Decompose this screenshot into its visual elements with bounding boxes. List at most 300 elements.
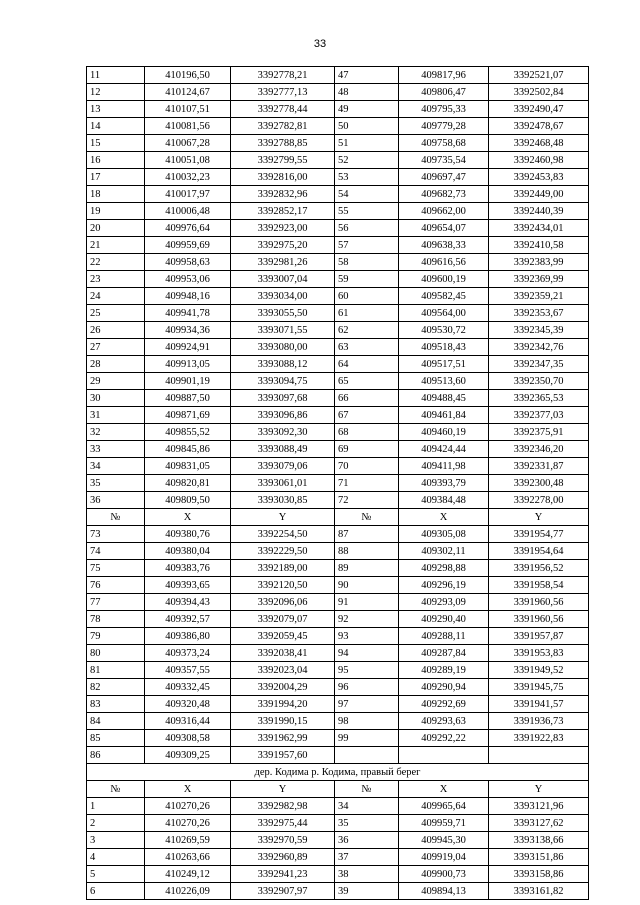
table-cell: 3392331,87 bbox=[489, 458, 589, 475]
table-cell: 3391922,83 bbox=[489, 730, 589, 747]
table-cell: 409564,00 bbox=[399, 305, 489, 322]
table-cell: 3392038,41 bbox=[231, 645, 335, 662]
table-row bbox=[87, 747, 589, 764]
table-cell: 409316,44 bbox=[145, 713, 231, 730]
table-cell: 409461,84 bbox=[399, 407, 489, 424]
table-cell: 409530,72 bbox=[399, 322, 489, 339]
table-cell: 409289,19 bbox=[399, 662, 489, 679]
table-cell: 3392852,17 bbox=[231, 203, 335, 220]
coordinates-table-kodima bbox=[86, 780, 589, 900]
column-header: X bbox=[399, 509, 489, 526]
table-cell: 3392377,03 bbox=[489, 407, 589, 424]
table-cell: 3392369,99 bbox=[489, 271, 589, 288]
table-cell: 410270,26 bbox=[145, 798, 231, 815]
table-cell: 70 bbox=[335, 458, 399, 475]
table-cell: 61 bbox=[335, 305, 399, 322]
table-cell: 409517,51 bbox=[399, 356, 489, 373]
table-cell: 3391994,20 bbox=[231, 696, 335, 713]
table-cell: 3392788,85 bbox=[231, 135, 335, 152]
table-cell: 2 bbox=[87, 815, 145, 832]
table-cell: 409934,36 bbox=[145, 322, 231, 339]
table-row bbox=[87, 237, 589, 254]
table-header-row bbox=[87, 509, 589, 526]
table-row bbox=[87, 696, 589, 713]
table-cell: 34 bbox=[335, 798, 399, 815]
table-cell: 3393071,55 bbox=[231, 322, 335, 339]
table-cell: 3391957,87 bbox=[489, 628, 589, 645]
table-cell: 3392502,84 bbox=[489, 84, 589, 101]
table-cell: 410067,28 bbox=[145, 135, 231, 152]
table-cell: 3393092,30 bbox=[231, 424, 335, 441]
table-cell: 409424,44 bbox=[399, 441, 489, 458]
table-cell: 90 bbox=[335, 577, 399, 594]
table-cell: 21 bbox=[87, 237, 145, 254]
table-cell: 409305,08 bbox=[399, 526, 489, 543]
column-header: № bbox=[335, 781, 399, 798]
table-row bbox=[87, 441, 589, 458]
table-cell bbox=[399, 747, 489, 764]
table-cell: 3393079,06 bbox=[231, 458, 335, 475]
table-cell: 409958,63 bbox=[145, 254, 231, 271]
table-cell bbox=[335, 747, 399, 764]
table-cell: 3393127,62 bbox=[489, 815, 589, 832]
table-cell: 409948,16 bbox=[145, 288, 231, 305]
table-cell: 410124,67 bbox=[145, 84, 231, 101]
column-header: № bbox=[87, 781, 145, 798]
table-cell: 409913,05 bbox=[145, 356, 231, 373]
table-cell: 409924,91 bbox=[145, 339, 231, 356]
table-cell: 3392229,50 bbox=[231, 543, 335, 560]
table-row bbox=[87, 611, 589, 628]
table-cell: 84 bbox=[87, 713, 145, 730]
table-row bbox=[87, 883, 589, 900]
table-cell: 99 bbox=[335, 730, 399, 747]
table-cell: 409290,40 bbox=[399, 611, 489, 628]
table-cell: 409384,48 bbox=[399, 492, 489, 509]
table-cell: 409758,68 bbox=[399, 135, 489, 152]
table-cell: 410006,48 bbox=[145, 203, 231, 220]
table-cell: 18 bbox=[87, 186, 145, 203]
table-cell: 16 bbox=[87, 152, 145, 169]
table-cell: 56 bbox=[335, 220, 399, 237]
table-cell: 54 bbox=[335, 186, 399, 203]
section-title-row bbox=[87, 764, 589, 781]
table-cell: 83 bbox=[87, 696, 145, 713]
table-cell: 410032,23 bbox=[145, 169, 231, 186]
table-cell: 409393,65 bbox=[145, 577, 231, 594]
table-cell: 55 bbox=[335, 203, 399, 220]
table-cell: 409293,09 bbox=[399, 594, 489, 611]
table-cell: 28 bbox=[87, 356, 145, 373]
table-cell: 409386,80 bbox=[145, 628, 231, 645]
table-cell: 32 bbox=[87, 424, 145, 441]
table-row bbox=[87, 594, 589, 611]
table-cell: 34 bbox=[87, 458, 145, 475]
table-cell: 13 bbox=[87, 101, 145, 118]
table-cell: 23 bbox=[87, 271, 145, 288]
table-cell: 409654,07 bbox=[399, 220, 489, 237]
table-cell: 3391945,75 bbox=[489, 679, 589, 696]
table-cell: 3392059,45 bbox=[231, 628, 335, 645]
table-cell: 410226,09 bbox=[145, 883, 231, 900]
table-cell: 3392346,20 bbox=[489, 441, 589, 458]
table-cell: 81 bbox=[87, 662, 145, 679]
table-cell: 409288,11 bbox=[399, 628, 489, 645]
table-row bbox=[87, 662, 589, 679]
table-row bbox=[87, 254, 589, 271]
table-cell: 409887,50 bbox=[145, 390, 231, 407]
coordinates-table bbox=[86, 66, 589, 781]
table-cell: 409380,04 bbox=[145, 543, 231, 560]
table-cell: 409817,96 bbox=[399, 67, 489, 84]
table-cell: 3393088,49 bbox=[231, 441, 335, 458]
table-cell: 409855,52 bbox=[145, 424, 231, 441]
table-cell: 65 bbox=[335, 373, 399, 390]
table-cell: 409392,57 bbox=[145, 611, 231, 628]
table-cell: 3392359,21 bbox=[489, 288, 589, 305]
table-cell: 409357,55 bbox=[145, 662, 231, 679]
table-cell: 3391941,57 bbox=[489, 696, 589, 713]
table-cell: 73 bbox=[87, 526, 145, 543]
table-row bbox=[87, 152, 589, 169]
table-cell: 3392778,21 bbox=[231, 67, 335, 84]
table-cell: 409638,33 bbox=[399, 237, 489, 254]
table-cell: 3392490,47 bbox=[489, 101, 589, 118]
table-cell: 29 bbox=[87, 373, 145, 390]
table-cell: 409735,54 bbox=[399, 152, 489, 169]
column-header: Y bbox=[231, 509, 335, 526]
table-cell: 66 bbox=[335, 390, 399, 407]
table-cell: 409965,64 bbox=[399, 798, 489, 815]
table-cell: 67 bbox=[335, 407, 399, 424]
table-cell: 3393030,85 bbox=[231, 492, 335, 509]
column-header: Y bbox=[231, 781, 335, 798]
table-cell: 3392410,58 bbox=[489, 237, 589, 254]
table-cell: 3393096,86 bbox=[231, 407, 335, 424]
table-cell: 3393161,82 bbox=[489, 883, 589, 900]
column-header: X bbox=[399, 781, 489, 798]
table-cell: 3392468,48 bbox=[489, 135, 589, 152]
table-row bbox=[87, 118, 589, 135]
table-cell: 3392982,98 bbox=[231, 798, 335, 815]
table-cell: 409600,19 bbox=[399, 271, 489, 288]
table-cell: 19 bbox=[87, 203, 145, 220]
table-cell: 97 bbox=[335, 696, 399, 713]
table-cell: 3392799,55 bbox=[231, 152, 335, 169]
table-cell: 409697,47 bbox=[399, 169, 489, 186]
table-cell: 3393097,68 bbox=[231, 390, 335, 407]
table-cell: 409682,73 bbox=[399, 186, 489, 203]
table-cell: 3391990,15 bbox=[231, 713, 335, 730]
table-cell: 5 bbox=[87, 866, 145, 883]
table-cell: 409901,19 bbox=[145, 373, 231, 390]
table-cell: 68 bbox=[335, 424, 399, 441]
table-cell: 72 bbox=[335, 492, 399, 509]
table-cell: 38 bbox=[335, 866, 399, 883]
table-cell: 3392453,83 bbox=[489, 169, 589, 186]
table-cell: 409806,47 bbox=[399, 84, 489, 101]
table-cell: 3391960,56 bbox=[489, 594, 589, 611]
table-row bbox=[87, 424, 589, 441]
column-header: Y bbox=[489, 781, 589, 798]
table-cell: 98 bbox=[335, 713, 399, 730]
table-cell: 27 bbox=[87, 339, 145, 356]
table-cell: 20 bbox=[87, 220, 145, 237]
table-cell: 409293,63 bbox=[399, 713, 489, 730]
table-cell: 3391953,83 bbox=[489, 645, 589, 662]
table-cell: 3392777,13 bbox=[231, 84, 335, 101]
table-cell: 78 bbox=[87, 611, 145, 628]
table-row bbox=[87, 356, 589, 373]
table-cell: 3392460,98 bbox=[489, 152, 589, 169]
table-cell: 3392375,91 bbox=[489, 424, 589, 441]
table-cell: 3392440,39 bbox=[489, 203, 589, 220]
section-title: дер. Кодима р. Кодима, правый берег bbox=[87, 764, 589, 781]
table-cell: 410196,50 bbox=[145, 67, 231, 84]
table-cell: 409582,45 bbox=[399, 288, 489, 305]
table-cell: 31 bbox=[87, 407, 145, 424]
table-cell: 74 bbox=[87, 543, 145, 560]
table-cell: 409795,33 bbox=[399, 101, 489, 118]
table-cell: 3392023,04 bbox=[231, 662, 335, 679]
table-cell: 62 bbox=[335, 322, 399, 339]
table-cell: 410249,12 bbox=[145, 866, 231, 883]
table-cell: 3392254,50 bbox=[231, 526, 335, 543]
table-header-row bbox=[87, 781, 589, 798]
table-cell: 53 bbox=[335, 169, 399, 186]
table-cell: 3392300,48 bbox=[489, 475, 589, 492]
table-cell: 409894,13 bbox=[399, 883, 489, 900]
table-cell: 3391958,54 bbox=[489, 577, 589, 594]
table-cell: 409518,43 bbox=[399, 339, 489, 356]
table-row bbox=[87, 798, 589, 815]
table-cell: 3391954,77 bbox=[489, 526, 589, 543]
table-cell: 37 bbox=[335, 849, 399, 866]
table-cell: 3392960,89 bbox=[231, 849, 335, 866]
table-cell: 409831,05 bbox=[145, 458, 231, 475]
table-cell: 57 bbox=[335, 237, 399, 254]
table-row bbox=[87, 203, 589, 220]
table-cell: 409945,30 bbox=[399, 832, 489, 849]
table-cell: 409871,69 bbox=[145, 407, 231, 424]
table-cell: 3391956,52 bbox=[489, 560, 589, 577]
table-cell: 82 bbox=[87, 679, 145, 696]
table-cell: 3391962,99 bbox=[231, 730, 335, 747]
table-cell: 3393055,50 bbox=[231, 305, 335, 322]
table-row bbox=[87, 186, 589, 203]
table-cell: 409287,84 bbox=[399, 645, 489, 662]
table-cell: 3392778,44 bbox=[231, 101, 335, 118]
table-cell: 409320,48 bbox=[145, 696, 231, 713]
table-cell: 409976,64 bbox=[145, 220, 231, 237]
table-cell: 3392278,00 bbox=[489, 492, 589, 509]
table-cell: 69 bbox=[335, 441, 399, 458]
table-cell: 3392975,44 bbox=[231, 815, 335, 832]
table-cell: 52 bbox=[335, 152, 399, 169]
table-cell: 39 bbox=[335, 883, 399, 900]
table-cell: 410269,59 bbox=[145, 832, 231, 849]
table-cell: 409460,19 bbox=[399, 424, 489, 441]
table-cell: 3392832,96 bbox=[231, 186, 335, 203]
column-header: X bbox=[145, 509, 231, 526]
table-cell: 3392079,07 bbox=[231, 611, 335, 628]
table-cell: 4 bbox=[87, 849, 145, 866]
column-header: № bbox=[335, 509, 399, 526]
table-cell: 35 bbox=[87, 475, 145, 492]
table-cell: 51 bbox=[335, 135, 399, 152]
table-cell: 6 bbox=[87, 883, 145, 900]
table-cell: 95 bbox=[335, 662, 399, 679]
table-cell: 17 bbox=[87, 169, 145, 186]
table-cell: 63 bbox=[335, 339, 399, 356]
table-row bbox=[87, 67, 589, 84]
table-row bbox=[87, 390, 589, 407]
table-cell: 409959,69 bbox=[145, 237, 231, 254]
table-cell: 91 bbox=[335, 594, 399, 611]
page-number: 33 bbox=[313, 38, 327, 50]
table-cell: 3392478,67 bbox=[489, 118, 589, 135]
table-cell: 35 bbox=[335, 815, 399, 832]
table-cell: 409411,98 bbox=[399, 458, 489, 475]
table-row bbox=[87, 713, 589, 730]
table-cell: 3393151,86 bbox=[489, 849, 589, 866]
table-row bbox=[87, 730, 589, 747]
table-cell: 3392941,23 bbox=[231, 866, 335, 883]
table-row bbox=[87, 492, 589, 509]
table-cell: 75 bbox=[87, 560, 145, 577]
table-cell: 3 bbox=[87, 832, 145, 849]
table-cell: 3393007,04 bbox=[231, 271, 335, 288]
column-header: № bbox=[87, 509, 145, 526]
table-row bbox=[87, 815, 589, 832]
table-cell: 49 bbox=[335, 101, 399, 118]
table-row bbox=[87, 832, 589, 849]
table-cell: 11 bbox=[87, 67, 145, 84]
table-cell: 76 bbox=[87, 577, 145, 594]
table-row bbox=[87, 322, 589, 339]
table-row bbox=[87, 407, 589, 424]
table-cell: 58 bbox=[335, 254, 399, 271]
table-cell: 3391957,60 bbox=[231, 747, 335, 764]
table-row bbox=[87, 543, 589, 560]
table-cell: 409820,81 bbox=[145, 475, 231, 492]
table-cell: 409309,25 bbox=[145, 747, 231, 764]
table-cell: 3392923,00 bbox=[231, 220, 335, 237]
table-cell: 3391954,64 bbox=[489, 543, 589, 560]
table-cell: 12 bbox=[87, 84, 145, 101]
table-cell: 409393,79 bbox=[399, 475, 489, 492]
table-cell: 3392383,99 bbox=[489, 254, 589, 271]
table-cell: 3392816,00 bbox=[231, 169, 335, 186]
table-cell: 3392975,20 bbox=[231, 237, 335, 254]
table-cell: 3393121,96 bbox=[489, 798, 589, 815]
table-row bbox=[87, 526, 589, 543]
table-row bbox=[87, 849, 589, 866]
table-cell: 3393138,66 bbox=[489, 832, 589, 849]
table-cell: 15 bbox=[87, 135, 145, 152]
table-cell: 409959,71 bbox=[399, 815, 489, 832]
table-cell: 30 bbox=[87, 390, 145, 407]
table-cell: 3392434,01 bbox=[489, 220, 589, 237]
table-cell: 24 bbox=[87, 288, 145, 305]
table-row bbox=[87, 220, 589, 237]
table-cell: 409302,11 bbox=[399, 543, 489, 560]
table-cell: 409513,60 bbox=[399, 373, 489, 390]
table-row bbox=[87, 271, 589, 288]
table-cell: 409308,58 bbox=[145, 730, 231, 747]
table-cell: 3392449,00 bbox=[489, 186, 589, 203]
table-cell: 409900,73 bbox=[399, 866, 489, 883]
table-cell: 1 bbox=[87, 798, 145, 815]
table-cell: 410263,66 bbox=[145, 849, 231, 866]
table-cell: 409383,76 bbox=[145, 560, 231, 577]
table-cell: 71 bbox=[335, 475, 399, 492]
table-row bbox=[87, 169, 589, 186]
table-cell: 409292,22 bbox=[399, 730, 489, 747]
table-cell: 89 bbox=[335, 560, 399, 577]
table-cell: 409953,06 bbox=[145, 271, 231, 288]
table-cell: 3392342,76 bbox=[489, 339, 589, 356]
table-cell: 409296,19 bbox=[399, 577, 489, 594]
table-cell: 79 bbox=[87, 628, 145, 645]
table-cell: 3392970,59 bbox=[231, 832, 335, 849]
table-cell: 3392350,70 bbox=[489, 373, 589, 390]
table-row bbox=[87, 645, 589, 662]
table-row bbox=[87, 560, 589, 577]
table-cell: 409292,69 bbox=[399, 696, 489, 713]
table-cell: 3391960,56 bbox=[489, 611, 589, 628]
table-cell: 3393158,86 bbox=[489, 866, 589, 883]
table-cell: 3392365,53 bbox=[489, 390, 589, 407]
table-row bbox=[87, 84, 589, 101]
table-cell: 3392981,26 bbox=[231, 254, 335, 271]
column-header: Y bbox=[489, 509, 589, 526]
table-row bbox=[87, 458, 589, 475]
table-cell: 409373,24 bbox=[145, 645, 231, 662]
table-cell: 14 bbox=[87, 118, 145, 135]
table-row bbox=[87, 373, 589, 390]
table-cell: 80 bbox=[87, 645, 145, 662]
table-cell: 409662,00 bbox=[399, 203, 489, 220]
table-row bbox=[87, 679, 589, 696]
table-cell: 409779,28 bbox=[399, 118, 489, 135]
table-cell: 93 bbox=[335, 628, 399, 645]
table-cell: 409616,56 bbox=[399, 254, 489, 271]
table-cell: 409919,04 bbox=[399, 849, 489, 866]
table-row bbox=[87, 339, 589, 356]
table-cell: 3393080,00 bbox=[231, 339, 335, 356]
table-row bbox=[87, 577, 589, 594]
table-cell: 48 bbox=[335, 84, 399, 101]
table-cell: 85 bbox=[87, 730, 145, 747]
table-cell: 409380,76 bbox=[145, 526, 231, 543]
table-cell: 3391936,73 bbox=[489, 713, 589, 730]
table-cell: 3393061,01 bbox=[231, 475, 335, 492]
table-cell: 26 bbox=[87, 322, 145, 339]
table-cell: 25 bbox=[87, 305, 145, 322]
table-cell: 3392521,07 bbox=[489, 67, 589, 84]
table-cell: 50 bbox=[335, 118, 399, 135]
table-cell: 409298,88 bbox=[399, 560, 489, 577]
table-cell: 409332,45 bbox=[145, 679, 231, 696]
table-cell: 87 bbox=[335, 526, 399, 543]
table-cell: 22 bbox=[87, 254, 145, 271]
table-cell: 3392782,81 bbox=[231, 118, 335, 135]
table-cell: 409941,78 bbox=[145, 305, 231, 322]
table-row bbox=[87, 288, 589, 305]
table-cell: 3392120,50 bbox=[231, 577, 335, 594]
table-row bbox=[87, 628, 589, 645]
